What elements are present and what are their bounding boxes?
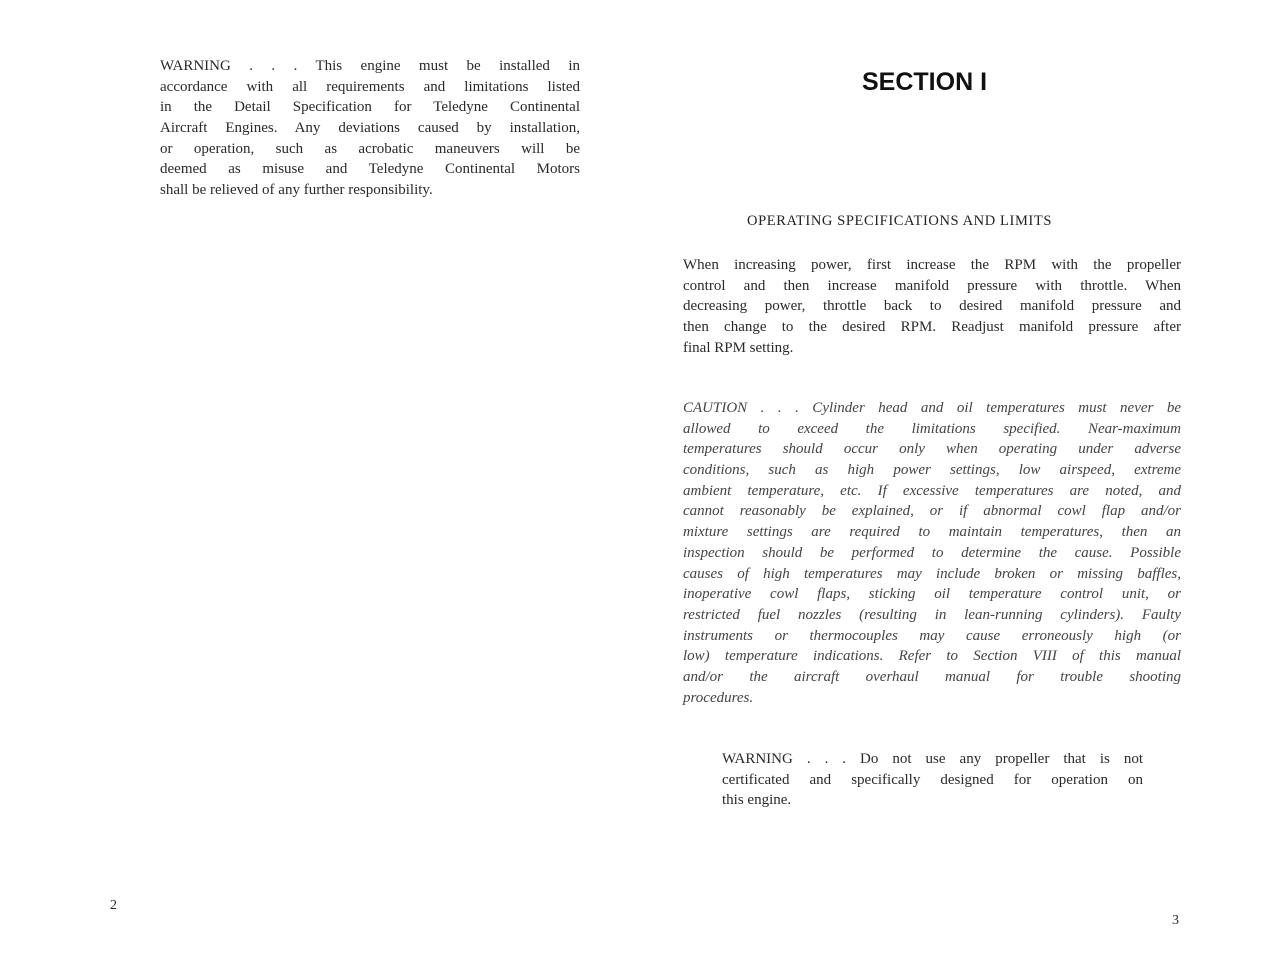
text-line: control and then increase manifold pressure with throttle. When: [683, 277, 1181, 294]
power-paragraph: [683, 255, 1181, 358]
text-line: WARNING . . . Do not use any propeller that is not: [722, 751, 1143, 767]
text-line: then change to the desired RPM. Readjust manifold pressure after: [683, 319, 1181, 336]
text-line: deemed as misuse and Teledyne Continental Motors: [160, 161, 580, 178]
propeller-warning-paragraph: [722, 749, 1143, 811]
text-line: WARNING . . . This engine must be installed in: [160, 58, 580, 74]
text-line: Aircraft Engines. Any deviations caused by installation,: [160, 120, 580, 137]
text-line: in the Detail Specification for Teledyne Continental: [160, 99, 580, 116]
left-warning-paragraph: [160, 56, 580, 201]
text-line: this engine.: [722, 792, 792, 809]
text-line: accordance with all requirements and limitations listed: [160, 78, 580, 95]
text-line: decreasing power, throttle back to desired manifold pressure and: [683, 298, 1181, 315]
text-line: low) temperature indications. Refer to Section VIII of this manual: [683, 648, 1181, 665]
text-line: restricted fuel nozzles (resulting in lean-running cylinders). Faulty: [683, 606, 1181, 623]
page-number-right: 3: [1172, 913, 1179, 928]
text-line: mixture settings are required to maintain temperatures, then an: [683, 524, 1181, 541]
text-line: instruments or thermocouples may cause erroneously high (or: [683, 627, 1181, 644]
text-line: When increasing power, first increase the RPM with the propeller: [683, 257, 1181, 273]
section-title: SECTION I: [862, 68, 988, 96]
text-line: causes of high temperatures may include broken or missing baffles,: [683, 565, 1181, 582]
text-line: allowed to exceed the limitations specified. Near-maximum: [683, 420, 1181, 437]
text-line: CAUTION . . . Cylinder head and oil temperatures must never be: [683, 400, 1181, 416]
text-line: certificated and specifically designed for operation on: [722, 771, 1143, 788]
text-line: final RPM setting.: [683, 339, 794, 356]
text-line: shall be relieved of any further responsibility.: [160, 182, 433, 199]
text-line: inoperative cowl flaps, sticking oil temperature control unit, or: [683, 586, 1181, 603]
text-line: and/or the aircraft overhaul manual for trouble shooting: [683, 668, 1181, 685]
text-line: cannot reasonably be explained, or if abnormal cowl flap and/or: [683, 503, 1181, 520]
text-line: temperatures should occur only when operating under adverse: [683, 441, 1181, 458]
text-line: ambient temperature, etc. If excessive temperatures are noted, and: [683, 482, 1181, 499]
caution-paragraph: [683, 398, 1181, 708]
text-line: or operation, such as acrobatic maneuvers will be: [160, 140, 580, 157]
text-line: procedures.: [683, 689, 754, 706]
section-heading: OPERATING SPECIFICATIONS AND LIMITS: [747, 213, 1052, 229]
text-line: conditions, such as high power settings, low airspeed, extreme: [683, 462, 1181, 479]
text-line: inspection should be performed to determine the cause. Possible: [683, 544, 1181, 561]
page-number-left: 2: [110, 898, 117, 913]
